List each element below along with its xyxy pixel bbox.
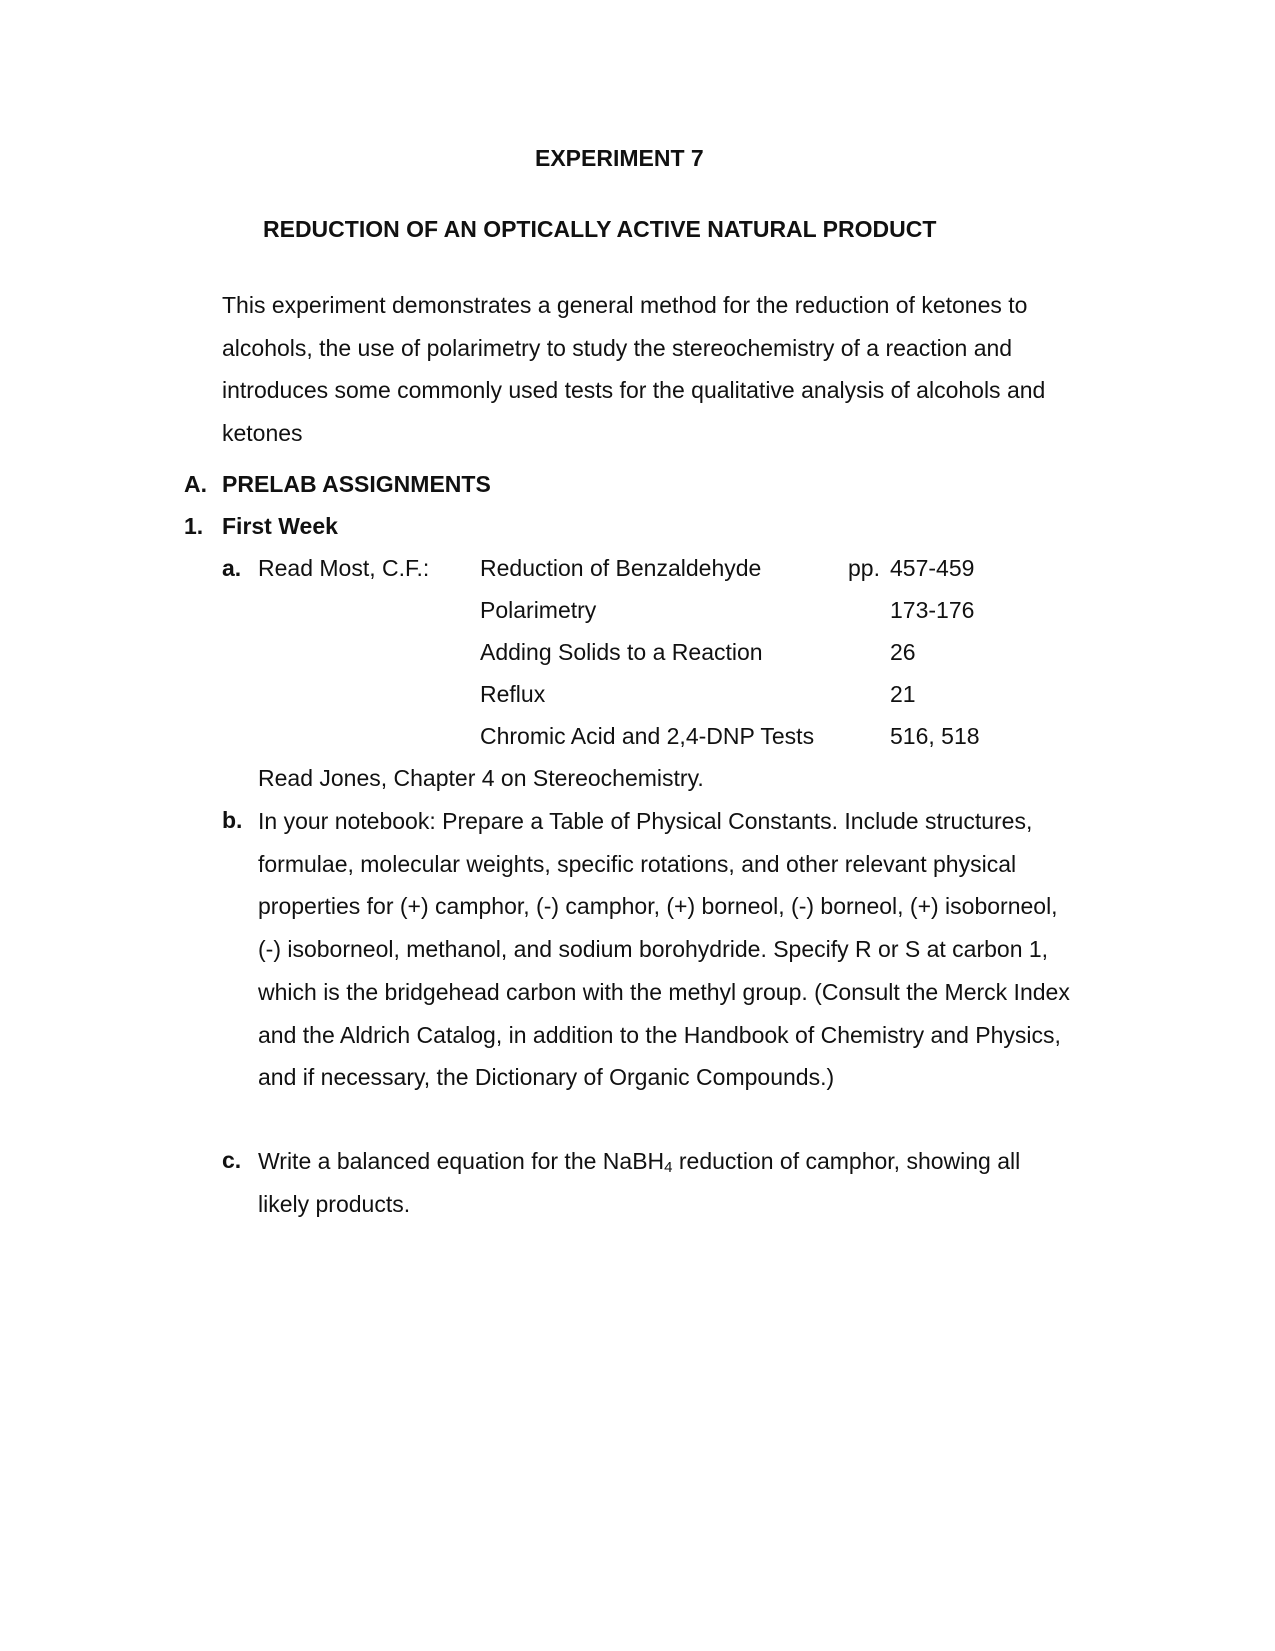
reading-pages: 457-459 (890, 555, 975, 581)
jones-reading: Read Jones, Chapter 4 on Stereochemistry. (258, 765, 704, 791)
week1-heading: First Week (222, 513, 338, 539)
reading-pp-prefix: pp. (848, 555, 880, 581)
reading-pages: 26 (890, 639, 916, 665)
item-c-text-before: Write a balanced equation for the NaBH (258, 1148, 665, 1174)
item-b-marker: b. (222, 807, 243, 833)
intro-paragraph: This experiment demonstrates a general method for the reduction of ketones to alcohols, the use of polarimetry to study the stereochemistry of a reaction and introduces some commonly used tests for the qualitative analysis of alcohols and ketones (222, 292, 1046, 446)
item-c-text (258, 1140, 1068, 1225)
item-c-text-after: reduction of camphor, showing all likely products. (258, 1148, 1021, 1217)
reading-pages: 21 (890, 681, 916, 707)
reading-pages: 173-176 (890, 597, 975, 623)
section-a-marker: A. (184, 471, 207, 497)
item-a-lead: Read Most, C.F.: (258, 555, 430, 581)
item-c-subscript: 4 (664, 1159, 673, 1176)
reading-topic: Polarimetry (480, 597, 597, 623)
reading-pages: 516, 518 (890, 723, 980, 749)
reading-topic: Chromic Acid and 2,4-DNP Tests (480, 723, 815, 749)
week1-marker: 1. (184, 513, 204, 539)
reading-topic: Adding Solids to a Reaction (480, 639, 763, 665)
experiment-title: REDUCTION OF AN OPTICALLY ACTIVE NATURAL PRODUCT (263, 216, 937, 242)
section-a-heading: PRELAB ASSIGNMENTS (222, 471, 491, 497)
item-a-marker: a. (222, 555, 242, 581)
reading-topic: Reduction of Benzaldehyde (480, 555, 762, 581)
reading-topic: Reflux (480, 681, 546, 707)
item-c-marker: c. (222, 1147, 242, 1173)
experiment-number: EXPERIMENT 7 (535, 145, 704, 171)
item-b-text: In your notebook: Prepare a Table of Physical Constants. Include structures, formulae, molecular weights, specific rotations, and other relevant physical properties for (+) camphor, (-) camphor, (+) borneol, (-) borneol, (+) isoborneol, (-) isoborneol, methanol, and sodium borohydride. Specify R or S at carbon 1, which is the bridgehead carbon with the methyl group. (Consult the Merck Index and the Aldrich Catalog, in addition to the Handbook of Chemistry and Physics, and if necessary, the Dictionary of Organic Compounds.) (258, 808, 1070, 1091)
